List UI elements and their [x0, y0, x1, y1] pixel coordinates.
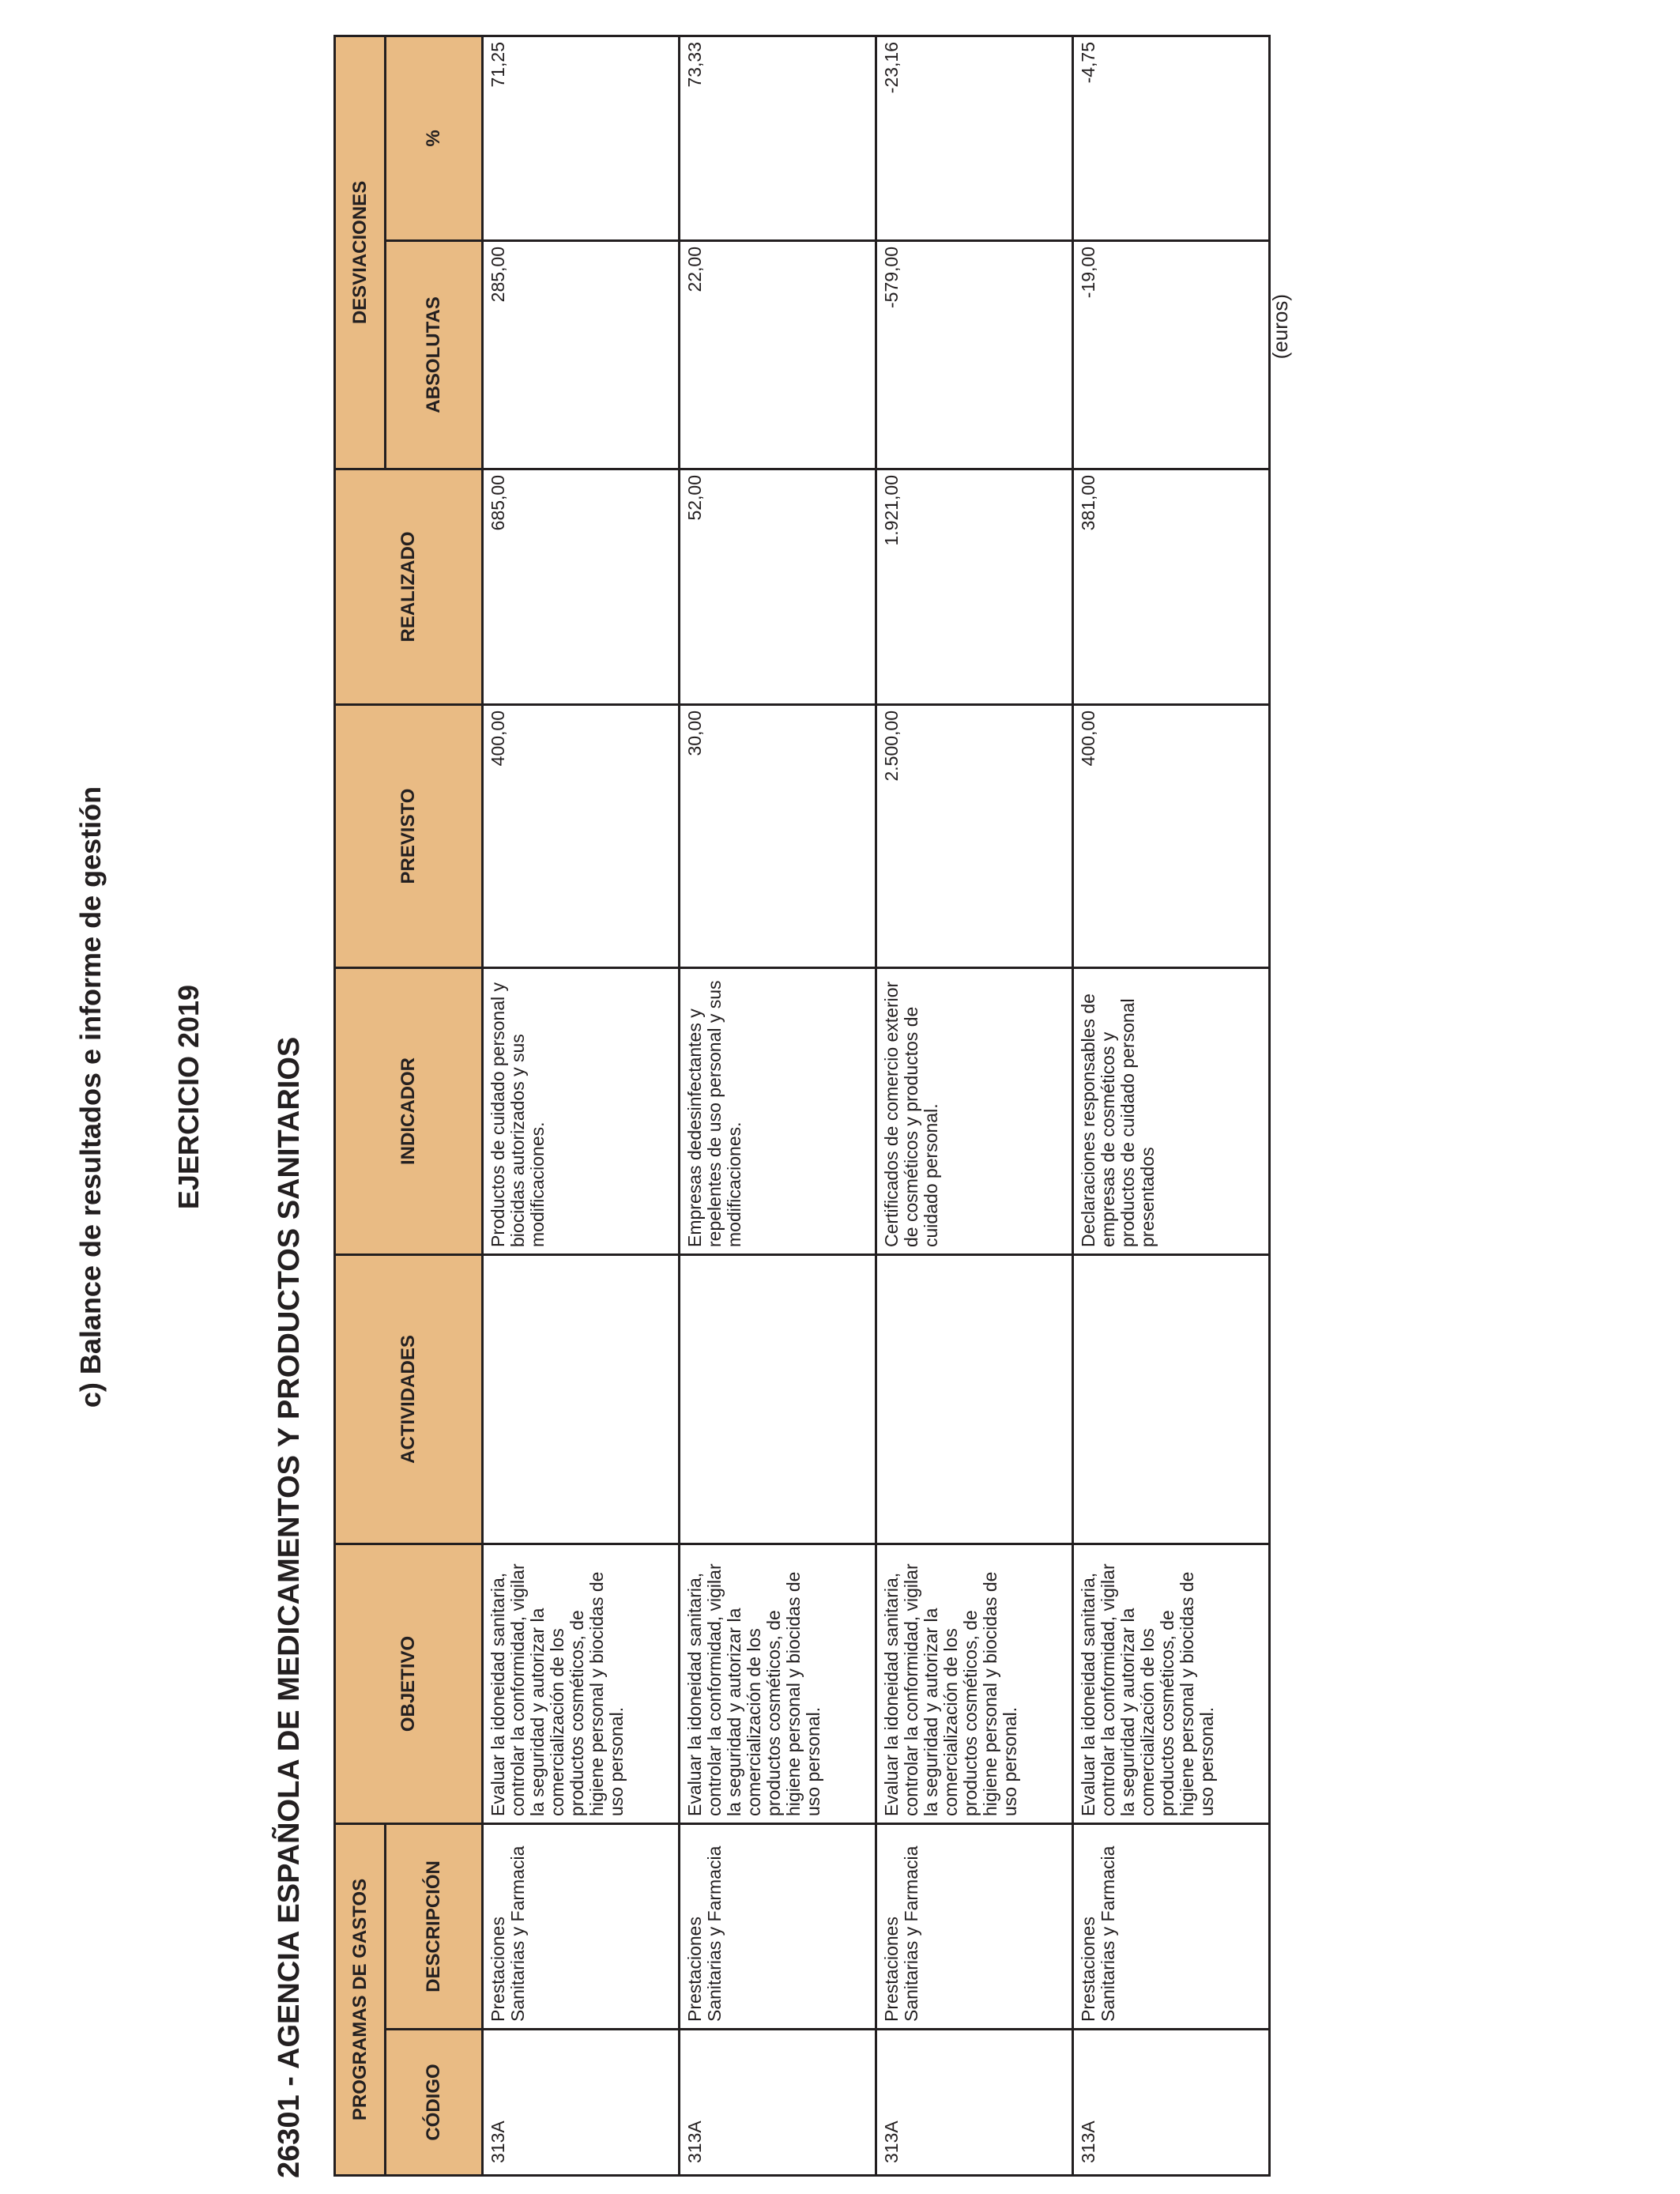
cell-absolutas: -19,00 — [1073, 240, 1270, 469]
cell-codigo: 313A — [1073, 2030, 1270, 2176]
cell-porcentaje: 71,25 — [483, 36, 680, 240]
table-row — [876, 36, 1073, 2175]
cell-descripcion: Prestaciones Sanitarias y Farmacia — [876, 1823, 1073, 2029]
cell-indicador: Declaraciones responsables de empresas de cosméticos y productos de cuidado personal presentados — [1073, 967, 1270, 1254]
cell-realizado: 1.921,00 — [876, 469, 1073, 704]
cell-actividades — [483, 1254, 680, 1544]
header-absolutas: ABSOLUTAS — [386, 240, 483, 469]
units-label: (euros) — [1268, 294, 1292, 360]
cell-absolutas: 22,00 — [680, 240, 876, 469]
cell-porcentaje: 73,33 — [680, 36, 876, 240]
cell-indicador: Empresas dedesinfectantes y repelentes de uso personal y sus modificaciones. — [680, 967, 876, 1254]
cell-indicador: Productos de cuidado personal y biocidas autorizados y sus modificaciones. — [483, 967, 680, 1254]
cell-realizado: 685,00 — [483, 469, 680, 704]
agency-heading: 26301 - AGENCIA ESPAÑOLA DE MEDICAMENTOS Y PRODUCTOS SANITARIOS — [273, 1036, 306, 2178]
cell-indicador: Certificados de comercio exterior de cosméticos y productos de cuidado personal. — [876, 967, 1073, 1254]
cell-actividades — [876, 1254, 1073, 1544]
cell-absolutas: -579,00 — [876, 240, 1073, 469]
header-codigo: CÓDIGO — [386, 2030, 483, 2176]
header-indicador: INDICADOR — [335, 967, 483, 1254]
cell-realizado: 52,00 — [680, 469, 876, 704]
cell-descripcion: Prestaciones Sanitarias y Farmacia — [680, 1823, 876, 2029]
header-descripcion: DESCRIPCIÓN — [386, 1823, 483, 2029]
results-table — [333, 35, 1271, 2177]
table-row — [680, 36, 876, 2175]
cell-actividades — [680, 1254, 876, 1544]
cell-previsto: 30,00 — [680, 704, 876, 967]
cell-objetivo: Evaluar la idoneidad sanitaria, controlar la conformidad, vigilar la seguridad y autorizar la comercialización de los productos cosméticos, de higiene personal y biocidas de uso personal. — [483, 1544, 680, 1823]
table-row — [483, 36, 680, 2175]
cell-descripcion: Prestaciones Sanitarias y Farmacia — [483, 1823, 680, 2029]
cell-descripcion: Prestaciones Sanitarias y Farmacia — [1073, 1823, 1270, 2029]
cell-codigo: 313A — [876, 2030, 1073, 2176]
cell-objetivo: Evaluar la idoneidad sanitaria, controlar la conformidad, vigilar la seguridad y autorizar la comercialización de los productos cosméticos, de higiene personal y biocidas de uso personal. — [876, 1544, 1073, 1823]
cell-previsto: 2.500,00 — [876, 704, 1073, 967]
cell-previsto: 400,00 — [1073, 704, 1270, 967]
document-title: c) Balance de resultados e informe de gestión — [74, 786, 107, 1408]
header-previsto: PREVISTO — [335, 704, 483, 967]
header-objetivo: OBJETIVO — [335, 1544, 483, 1823]
table-row — [1073, 36, 1270, 2175]
header-programas-de-gastos: PROGRAMAS DE GASTOS — [335, 1823, 386, 2175]
cell-realizado: 381,00 — [1073, 469, 1270, 704]
header-desviaciones: DESVIACIONES — [335, 36, 386, 469]
cell-objetivo: Evaluar la idoneidad sanitaria, controlar la conformidad, vigilar la seguridad y autorizar la comercialización de los productos cosméticos, de higiene personal y biocidas de uso personal. — [680, 1544, 876, 1823]
fiscal-year-heading: EJERCICIO 2019 — [172, 984, 205, 1210]
cell-porcentaje: -4,75 — [1073, 36, 1270, 240]
header-realizado: REALIZADO — [335, 469, 483, 704]
cell-objetivo: Evaluar la idoneidad sanitaria, controlar la conformidad, vigilar la seguridad y autorizar la comercialización de los productos cosméticos, de higiene personal y biocidas de uso personal. — [1073, 1544, 1270, 1823]
cell-codigo: 313A — [483, 2030, 680, 2176]
cell-actividades — [1073, 1254, 1270, 1544]
header-porcentaje: % — [386, 36, 483, 240]
cell-absolutas: 285,00 — [483, 240, 680, 469]
cell-previsto: 400,00 — [483, 704, 680, 967]
header-actividades: ACTIVIDADES — [335, 1254, 483, 1544]
cell-porcentaje: -23,16 — [876, 36, 1073, 240]
cell-codigo: 313A — [680, 2030, 876, 2176]
